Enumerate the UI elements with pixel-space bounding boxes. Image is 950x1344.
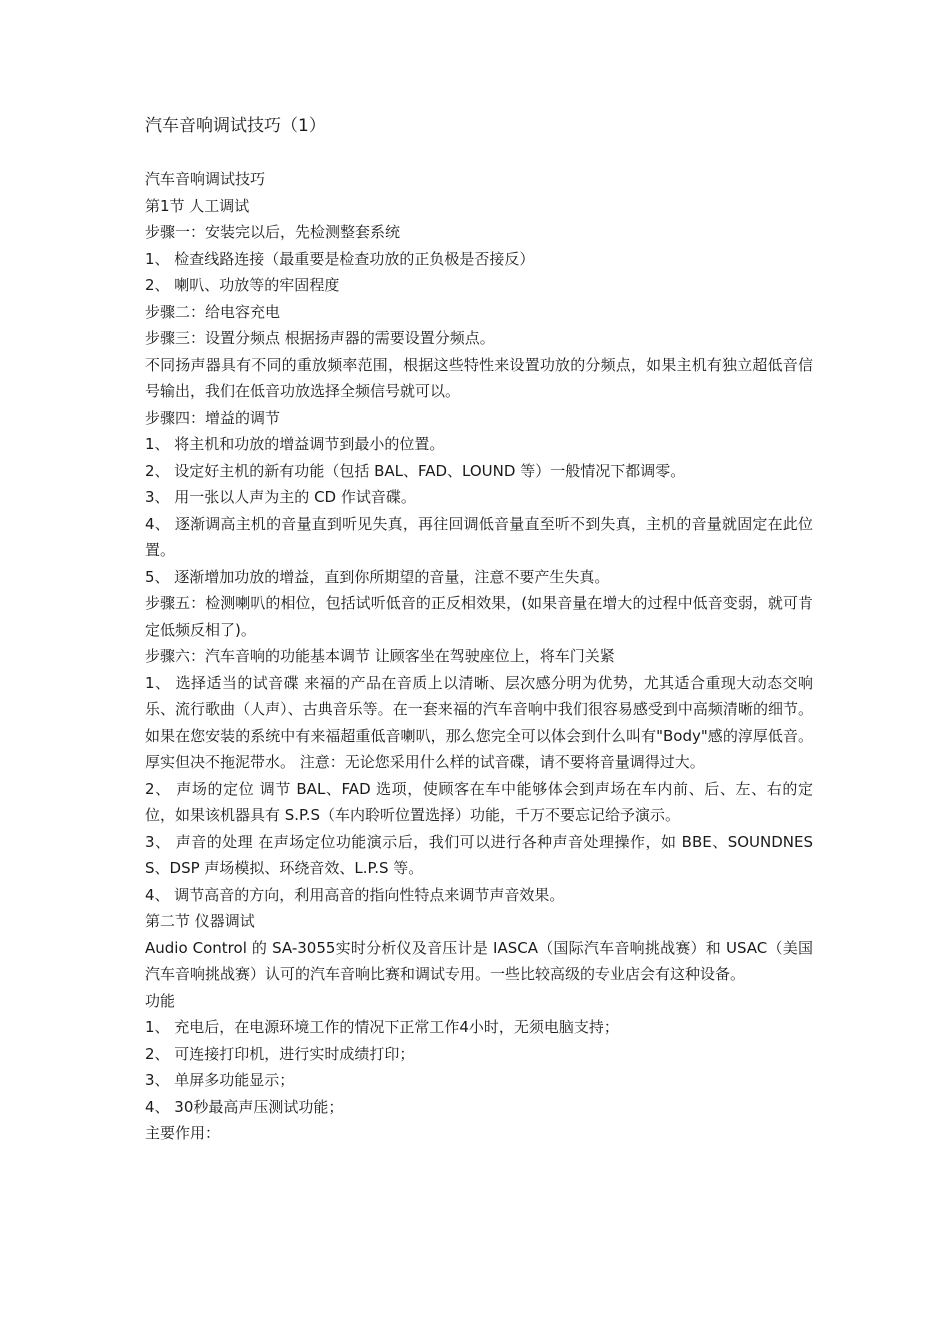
list-item: 1、 检查线路连接（最重要是检查功放的正负极是否接反） (145, 249, 535, 268)
step-heading: 步骤二：给电容充电 (145, 302, 281, 321)
section-heading: 汽车音响调试技巧 (145, 170, 266, 188)
step-heading: 步骤四：增益的调节 (145, 408, 281, 427)
list-item: 2、 声场的定位 调节 BAL、FAD 选项，使顾客在车中能够体会到声场在车内前、后、左、右的定位，如果该机器具有 S.P.S（车内聆听位置选择）功能，千万不要忘记给予演示。 (145, 779, 813, 824)
step-heading: 步骤五：检测喇叭的相位，包括试听低音的正反相效果，(如果音量在增大的过程中低音变弱，就可肯定低频反相了)。 (145, 594, 813, 639)
list-item: 3、 用一张以人声为主的 CD 作试音碟。 (145, 488, 416, 506)
document-title: 汽车音响调试技巧（1） (145, 116, 326, 136)
list-item: 2、 喇叭、功放等的牢固程度 (145, 276, 340, 294)
list-item: 4、 调节高音的方向，利用高音的指向性特点来调节声音效果。 (145, 885, 565, 904)
list-item: 1、 选择适当的试音碟 来福的产品在音质上以清晰、层次感分明为优势，尤其适合重现大动态交响乐、流行歌曲（人声）、古典音乐等。在一套来福的汽车音响中我们很容易感受到中高频清晰的细节。如果在您安装的系统中有来福超重低音喇叭，那么您完全可以体会到什么叫有"Body"感的淳厚低音。厚实但决不拖泥带水。 注意：无论您采用什么样的试音碟，请不要将音量调得过大。 (145, 673, 813, 771)
list-item: 3、 声音的处理 在声场定位功能演示后，我们可以进行各种声音处理操作，如 BBE、SOUNDNESS、DSP 声场模拟、环绕音效、L.P.S 等。 (145, 832, 813, 877)
list-item: 2、 可连接打印机，进行实时成绩打印； (145, 1044, 415, 1063)
paragraph: 不同扬声器具有不同的重放频率范围，根据这些特性来设置功放的分频点，如果主机有独立超低音信号输出，我们在低音功放选择全频信号就可以。 (145, 355, 813, 400)
section-heading: 第二节 仪器调试 (145, 912, 255, 930)
subheading: 功能 (145, 991, 176, 1010)
list-item: 4、 30秒最高声压测试功能； (145, 1097, 344, 1116)
step-heading: 步骤六：汽车音响的功能基本调节 让顾客坐在驾驶座位上，将车门关紧 (145, 647, 615, 665)
list-item: 2、 设定好主机的新有功能（包括 BAL、FAD、LOUND 等）一般情况下都调零。 (145, 461, 686, 480)
list-item: 5、 逐渐增加功放的增益，直到你所期望的音量，注意不要产生失真。 (145, 567, 610, 586)
list-item: 3、 单屏多功能显示； (145, 1071, 295, 1089)
subheading: 主要作用： (145, 1124, 221, 1142)
section-heading: 第1节 人工调试 (145, 196, 250, 215)
paragraph: Audio Control 的 SA-3055实时分析仪及音压计是 IASCA（国际汽车音响挑战赛）和 USAC（美国汽车音响挑战赛）认可的汽车音响比赛和调试专用。一些比较高级的专业店会有这种设备。 (145, 938, 813, 983)
document-body (145, 166, 813, 1147)
step-heading: 步骤一：安装完以后，先检测整套系统 (145, 223, 401, 241)
step-heading: 步骤三：设置分频点 根据扬声器的需要设置分频点。 (145, 329, 495, 347)
list-item: 1、 充电后，在电源环境工作的情况下正常工作4小时，无须电脑支持； (145, 1018, 619, 1036)
list-item: 1、 将主机和功放的增益调节到最小的位置。 (145, 435, 445, 453)
list-item: 4、 逐渐调高主机的音量直到听见失真，再往回调低音量直至听不到失真，主机的音量就固定在此位置。 (145, 514, 813, 559)
